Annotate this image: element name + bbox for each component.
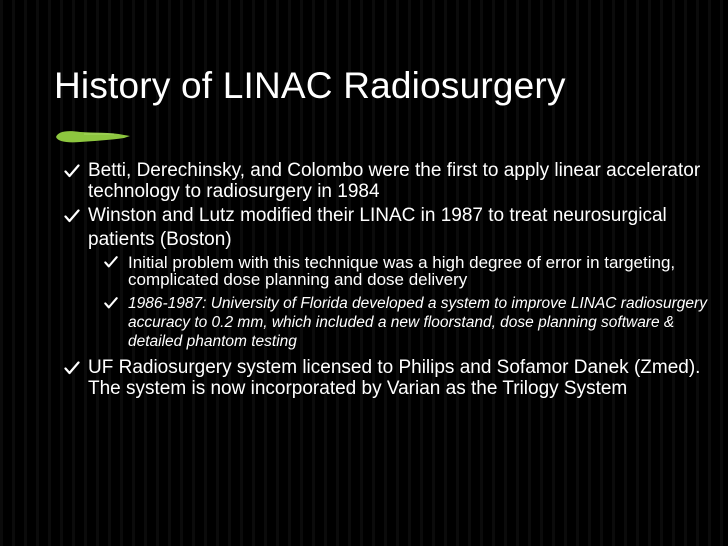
bullet-list — [64, 160, 714, 401]
bullet-text: UF Radiosurgery system licensed to Philips and Sofamor Danek (Zmed). The system is now incorporated by Varian as the Trilogy System — [88, 357, 701, 399]
checkmark-icon — [104, 296, 118, 315]
sub-bullet-text: Initial problem with this technique was a high degree of error in targeting, complicated dose planning and dose delivery — [128, 253, 676, 289]
checkmark-icon — [104, 255, 118, 272]
bullet-text: Betti, Derechinsky, and Colombo were the first to apply linear accelerator technology to radiosurgery in 1984 — [88, 160, 701, 202]
sub-bullet-item — [104, 294, 714, 351]
bullet-item — [64, 160, 714, 202]
slide-title: History of LINAC Radiosurgery — [54, 65, 566, 106]
sub-bullet-item — [104, 254, 714, 288]
checkmark-icon — [64, 163, 80, 184]
bullet-item — [64, 204, 714, 252]
green-brush-stroke-icon — [54, 128, 134, 146]
checkmark-icon — [64, 207, 80, 231]
checkmark-icon — [64, 360, 80, 381]
sub-bullet-text: 1986-1987: University of Florida developed a system to improve LINAC radiosurgery accuracy to 0.2 mm, which included a new floorstand, dose planning software & detailed phantom testing — [128, 295, 707, 350]
bullet-item — [64, 357, 714, 399]
bullet-text: Winston and Lutz modified their LINAC in 1987 to treat neurosurgical patients (Boston) — [88, 205, 667, 250]
